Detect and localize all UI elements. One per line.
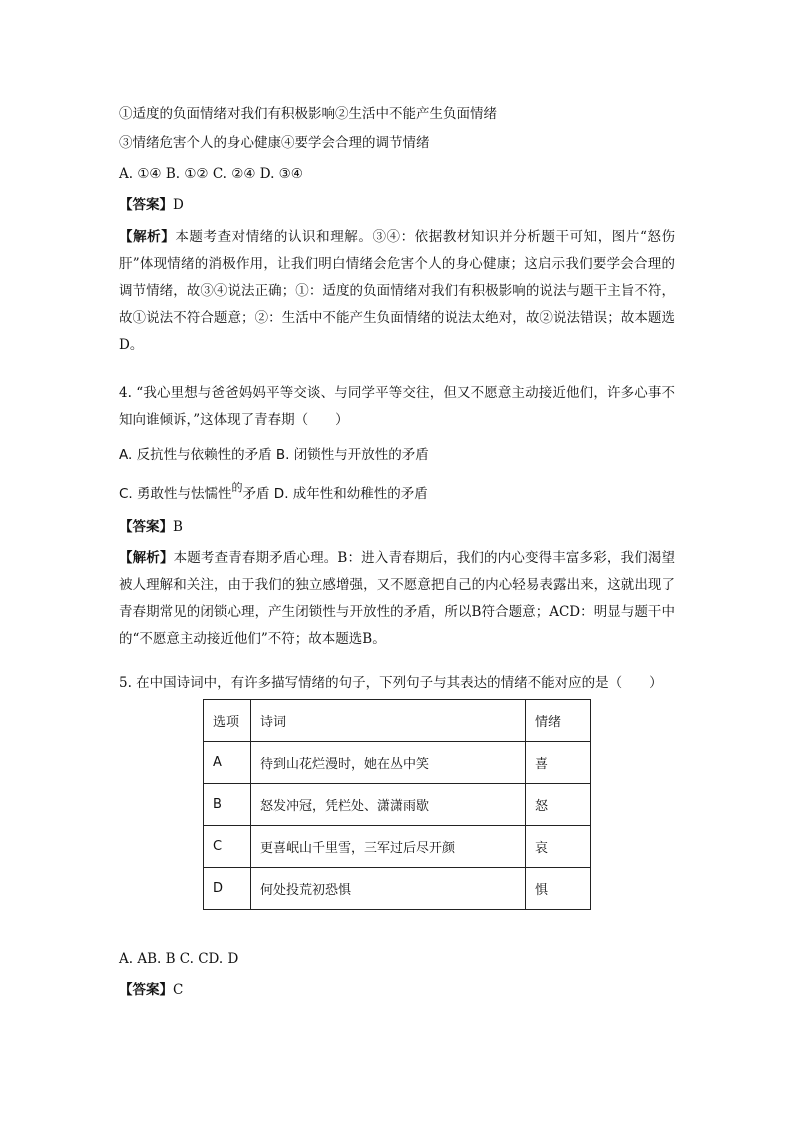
q4-analysis xyxy=(119,545,675,653)
q3-statements-line-1: ①适度的负面情绪对我们有积极影响②生活中不能产生负面情绪 xyxy=(119,106,497,122)
analysis-tag: 【解析】 xyxy=(119,229,176,245)
table-header-row xyxy=(204,700,591,742)
answer-tag: 【答案】 xyxy=(119,519,173,535)
table-cell-poem: 待到山花烂漫时，她在丛中笑 xyxy=(251,742,526,784)
q4-stem: 4. “我心里想与爸爸妈妈平等交谈、与同学平等交往，但又不愿意主动接近他们，许多心事不知向谁倾诉，”这体现了青春期（ ） xyxy=(119,385,675,428)
table-cell-option: D xyxy=(204,868,251,910)
table-row xyxy=(204,742,591,784)
table-cell-emotion: 喜 xyxy=(526,742,591,784)
q5-answer xyxy=(119,980,183,1000)
table-cell-option: A xyxy=(204,742,251,784)
answer-tag: 【答案】 xyxy=(119,982,173,998)
table-cell-poem: 何处投荒初恐惧 xyxy=(251,868,526,910)
table-cell-emotion: 怒 xyxy=(526,784,591,826)
q3-options: A. ①④ B. ①② C. ②④ D. ③④ xyxy=(119,166,303,182)
q4-option-c-superscript: 的 xyxy=(231,481,243,494)
table-cell-emotion: 惧 xyxy=(526,868,591,910)
table-header-cell: 情绪 xyxy=(526,700,591,742)
answer-tag: 【答案】 xyxy=(119,197,173,213)
q3-analysis xyxy=(119,224,675,359)
answer-value: C xyxy=(173,982,184,998)
table-row xyxy=(204,868,591,910)
table-cell-poem: 怒发冲冠，凭栏处、潇潇雨歇 xyxy=(251,784,526,826)
q4-answer xyxy=(119,517,183,537)
q5-options-table xyxy=(203,699,591,910)
answer-value: B xyxy=(173,519,183,535)
table-cell-option: B xyxy=(204,784,251,826)
analysis-text: 本题考查对情绪的认识和理解。③④：依据教材知识并分析题干可知，图片“怒伤肝”体现情绪的消极作用，让我们明白情绪会危害个人的身心健康；这启示我们要学会合理的调节情绪，故③④说法正确；①：适度的负面情绪对我们有积极影响的说法与题干主旨不符，故①说法不符合题意；②：生活中不能产生负面情绪的说法太绝对，故②说法错误；故本题选D。 xyxy=(119,229,676,353)
analysis-text: 本题考查青春期矛盾心理。B：进入青春期后，我们的内心变得丰富多彩，我们渴望被人理解和关注，由于我们的独立感增强，又不愿意把自己的内心轻易表露出来，这就出现了青春期常见的闭锁心理，产生闭锁性与开放性的矛盾，所以B符合题意；ACD：明显与题干中的“不愿意主动接近他们”不符；故本题选B。 xyxy=(119,550,675,647)
q4-option-c-text: C. 勇敢性与怯懦性 xyxy=(119,486,232,502)
table-cell-option: C xyxy=(204,826,251,868)
q3-statements-line-2: ③情绪危害个人的身心健康④要学会合理的调节情绪 xyxy=(119,135,430,151)
q4-options-cd xyxy=(119,481,428,505)
analysis-tag: 【解析】 xyxy=(119,550,174,566)
answer-value: D xyxy=(173,197,184,213)
q4-option-c-rest: 矛盾 D. 成年性和幼稚性的矛盾 xyxy=(242,486,428,502)
q5-stem: 5. 在中国诗词中，有许多描写情绪的句子，下列句子与其表达的情绪不能对应的是（ ） xyxy=(119,675,663,691)
table-header-cell: 诗词 xyxy=(251,700,526,742)
q5-options: A. AB. B C. CD. D xyxy=(119,951,239,967)
table-cell-poem: 更喜岷山千里雪，三军过后尽开颜 xyxy=(251,826,526,868)
table-cell-emotion: 哀 xyxy=(526,826,591,868)
table-row xyxy=(204,784,591,826)
q4-options-ab: A. 反抗性与依赖性的矛盾 B. 闭锁性与开放性的矛盾 xyxy=(119,447,429,463)
q3-answer xyxy=(119,195,184,215)
table-header-cell: 选项 xyxy=(204,700,251,742)
table-row xyxy=(204,826,591,868)
